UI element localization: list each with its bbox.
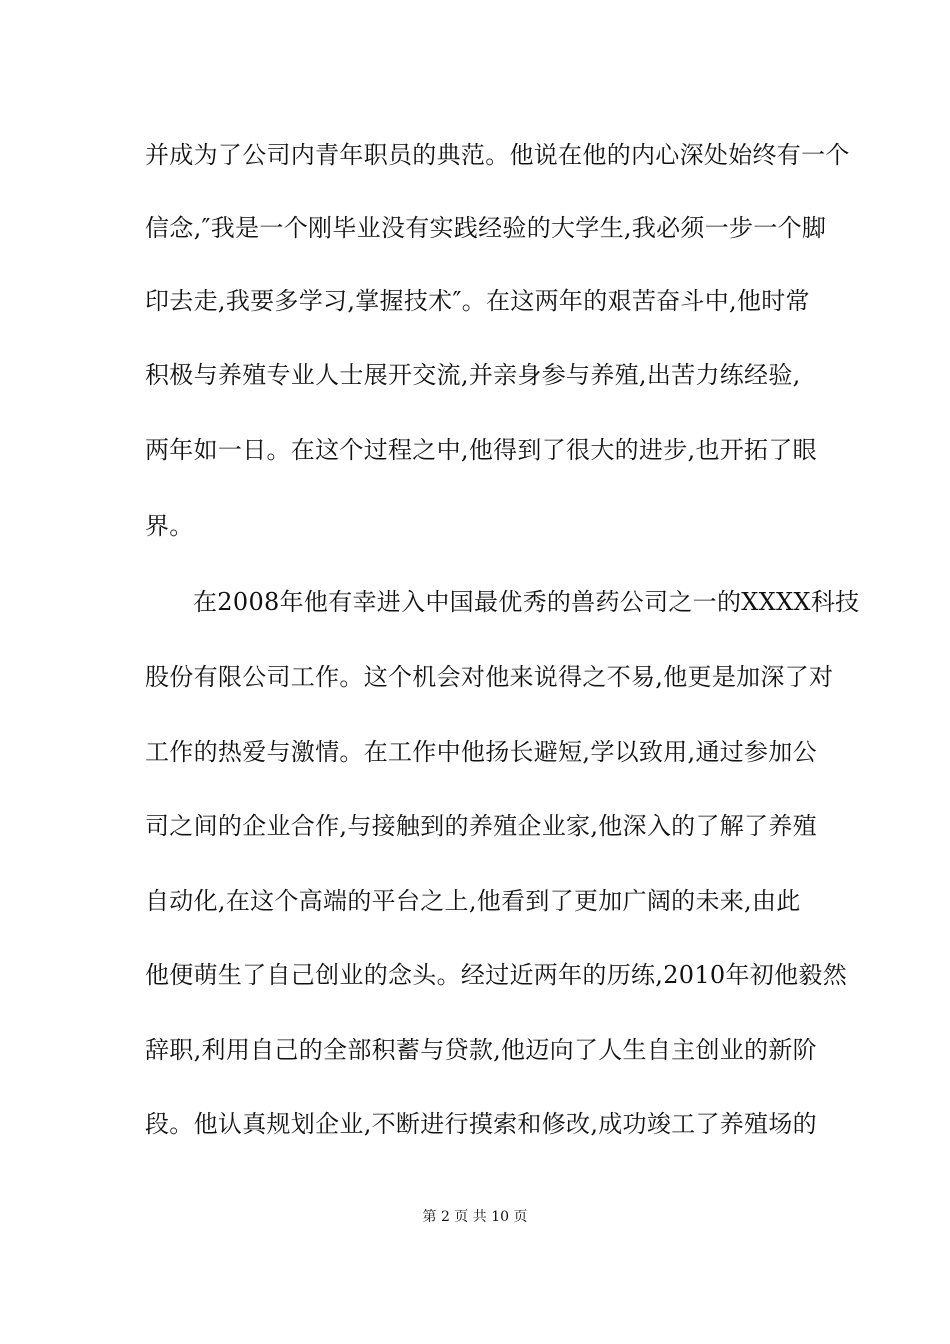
body-text-line: 工作的热爱与激情。在工作中他扬长避短,学以致用,通过参加公 [145, 738, 817, 766]
body-text-line: 两年如一日。在这个过程之中,他得到了很大的进步,也开拓了眼 [145, 436, 817, 464]
body-text-line: 并成为了公司内青年职员的典范。他说在他的内心深处始终有一个 [145, 141, 850, 169]
body-text-line: 段。他认真规划企业,不断进行摸索和修改,成功竣工了养殖场的 [145, 1110, 817, 1138]
body-text-line: 印去走,我要多学习,掌握技术″。在这两年的艰苦奋斗中,他时常 [145, 287, 810, 315]
body-text-line: 他便萌生了自己创业的念头。经过近两年的历练,2010年初他毅然 [145, 961, 848, 989]
body-text-line: 界。 [145, 512, 194, 540]
body-text-line: 司之间的企业合作,与接触到的养殖企业家,他深入的了解了养殖 [145, 812, 817, 840]
body-text-line: 信念,″我是一个刚毕业没有实践经验的大学生,我必须一步一个脚 [145, 214, 827, 242]
page-number-footer: 第 2 页 共 10 页 [422, 1209, 528, 1225]
body-text-line: 积极与养殖专业人士展开交流,并亲身参与养殖,出苦力练经验, [145, 361, 801, 389]
body-text-line: 股份有限公司工作。这个机会对他来说得之不易,他更是加深了对 [145, 663, 834, 691]
body-text-line: 自动化,在这个高端的平台之上,他看到了更加广阔的未来,由此 [145, 887, 801, 915]
body-text-line: 辞职,利用自己的全部积蓄与贷款,他迈向了人生自主创业的新阶 [145, 1036, 817, 1064]
paragraph-first-line: 在2008年他有幸进入中国最优秀的兽药公司之一的XXXX科技 [193, 588, 860, 616]
